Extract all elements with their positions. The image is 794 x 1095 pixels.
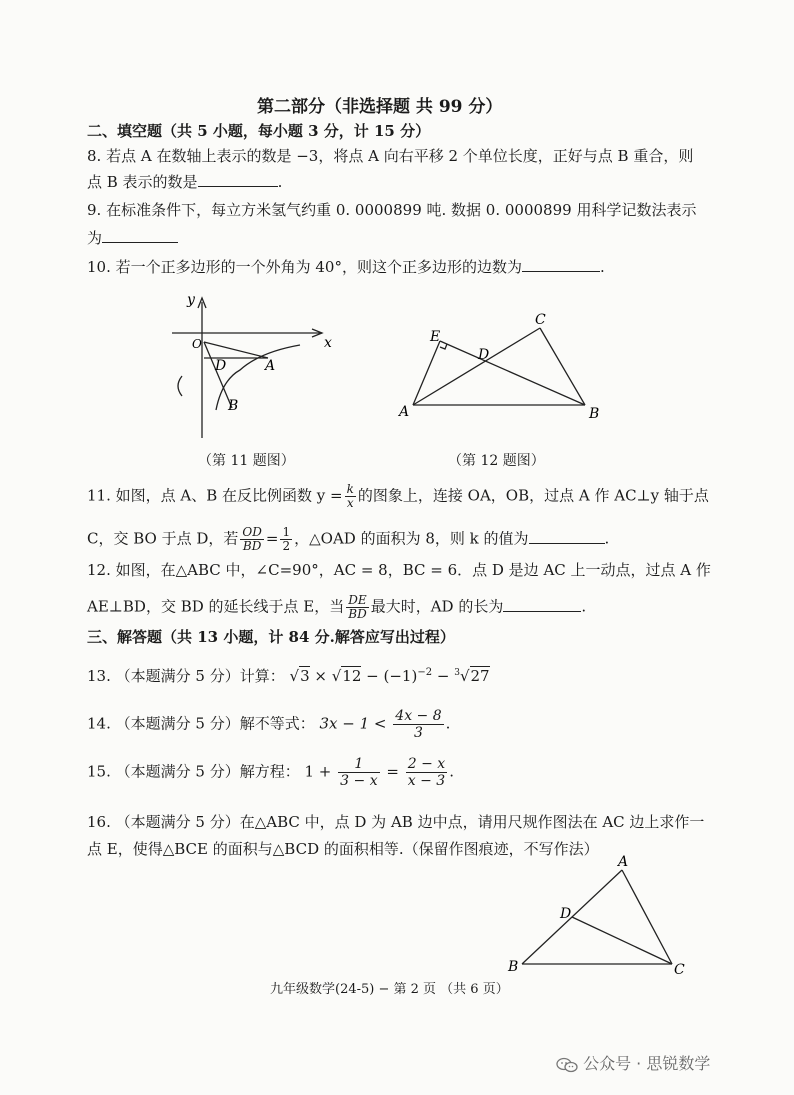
figure-11-caption: （第 11 题图） [198,453,295,469]
page-title: 第二部分（非选择题 共 99 分） [257,97,503,117]
figure-11-diagram [160,290,340,440]
q11-fraction-od-bd [240,526,263,553]
segment-cb [540,328,585,405]
q11-text-a: 11. 如图，点 A、B 在反比例函数 y = [87,486,343,505]
section-heading-solve: 三、解答题（共 13 小题，计 84 分.解答应写出过程） [87,628,455,646]
label-d: D [478,347,490,363]
q9-answer-blank[interactable] [102,228,178,243]
mark-arc [178,376,182,396]
q15-equals: = [386,762,399,781]
label-c: C [535,312,546,328]
figure-16-triangle [500,850,700,980]
frac-numerator: 1 [282,525,291,539]
q16-line1: 16. （本题满分 5 分）在△ABC 中，点 D 为 AB 边中点，请用尺规作图法在 AC 边上求作一 [87,813,705,831]
q14-period: . [445,714,451,733]
q12-answer-blank[interactable] [503,597,581,612]
q15-text: 15. （本题满分 5 分）解方程： [87,762,300,781]
frac-numerator: DE [346,594,368,608]
right-angle-mark [440,344,447,349]
frac-denominator: 3 − x [340,773,378,789]
q11-period: . [604,529,610,548]
frac-numerator: OD [242,525,262,539]
q12-text-a: AE⊥BD，交 BD 的延长线于点 E，当 [87,597,345,616]
radicand-12: 12 [342,667,362,685]
cube-root-index: 3 [454,668,460,678]
label-o: O [192,337,202,351]
label-x: x [324,335,332,351]
label-e: E [430,329,441,345]
radicand-3: 3 [300,667,310,685]
q10-answer-blank[interactable] [522,257,600,272]
segment-dc [572,917,672,964]
frac-denominator: BD [242,539,262,553]
frac-numerator: 2 − x [407,756,446,772]
q12-period: . [581,597,587,616]
q8-answer-blank[interactable] [198,172,278,187]
q9-line1: 9. 在标准条件下，每立方米氢气约重 0. 0000899 吨. 数据 0. 0000899 用科学记数法表示 [87,201,697,219]
q13-expression: $√3 \times √12 - (-1)^{-2} - ^3√27$ [289,667,490,685]
q11-answer-blank[interactable] [529,529,605,544]
section-heading-fill-blank: 二、填空题（共 5 小题，每小题 3 分，计 15 分） [87,122,431,140]
q14-line [87,708,450,741]
label-b: B [508,959,519,975]
q8-line1: 8. 若点 A 在数轴上表示的数是 −3，将点 A 向右平移 2 个单位长度，正好与点 B 重合，则 [87,147,694,165]
q11-line1 [87,483,709,510]
radicand-27: 27 [470,667,490,685]
q14-lhs: 3x − 1 < [319,714,387,733]
frac-denominator: 2 [282,539,291,553]
segment-eb [440,341,585,405]
q14-text: 14. （本题满分 5 分）解不等式： [87,714,315,733]
exponent: −2 [417,667,433,678]
frac-denominator: x − 3 [407,773,446,789]
label-d: D [215,358,227,374]
q15-one-plus: 1 + [304,762,332,781]
q13-text: 13. （本题满分 5 分）计算： [87,667,285,685]
segment-oa [204,342,268,358]
q15-period: . [449,762,454,781]
q11-equals: = [265,529,279,548]
q11-text-d: ，△OAD 的面积为 8，则 k 的值为 [294,529,529,548]
segment-ae [413,341,440,405]
q8-period: . [277,173,283,191]
times-sign: × [314,667,327,685]
watermark-text: 公众号 · 思锐数学 [583,1054,711,1073]
label-b: B [228,398,239,414]
q8-line2 [87,172,282,192]
q10-period: . [599,258,605,276]
frac-numerator: 4x − 8 [395,708,442,724]
label-a: A [399,404,410,420]
page-footer: 九年级数学(24-5) − 第 2 页 （共 6 页） [270,982,509,997]
q12-text-b: 最大时，AD 的长为 [370,597,504,616]
label-b: B [589,406,600,422]
frac-denominator: BD [348,607,367,621]
figure-12-caption: （第 12 题图） [448,453,545,469]
label-c: C [674,962,685,978]
q10-text: 10. 若一个正多边形的一个外角为 40°，则这个正多边形的边数为 [87,258,522,276]
q12-fraction-de-bd [346,594,368,621]
watermark [556,1051,710,1074]
q11-fraction-half [280,526,292,553]
q9-text: 为 [87,229,103,247]
q11-fraction-k-over-x [345,483,356,510]
q11-text-c: C，交 BO 于点 D，若 [87,529,239,548]
q16-line2: 点 E，使得△BCE 的面积与△BCD 的面积相等.（保留作图痕迹，不写作法） [87,840,599,858]
label-y: y [187,292,195,308]
q9-line2 [87,228,178,248]
frac-denominator: x [346,496,354,510]
q13-line [87,663,490,686]
figure-12-diagram [395,308,610,423]
q11-text-b: 的图象上，连接 OA，OB，过点 A 作 AC⊥y 轴于点 [357,486,709,505]
q15-fraction-left [338,756,379,789]
q14-fraction [393,708,443,741]
wechat-icon [556,1057,578,1073]
frac-numerator: k [346,482,354,496]
label-a: A [618,854,629,870]
frac-numerator: 1 [338,756,379,773]
label-d: D [560,906,572,922]
q15-fraction-right [406,756,447,789]
label-a: A [265,358,276,374]
frac-denominator: 3 [413,725,423,741]
q11-line2 [87,526,609,553]
minus-sign: − [436,667,450,685]
side-ac [622,870,672,964]
q15-line [87,756,454,789]
q12-line1: 12. 如图，在△ABC 中，∠C=90°，AC = 8，BC = 6．点 D 是边 AC 上一动点，过点 A 作 [87,561,711,579]
q8-text: 点 B 表示的数是 [87,173,198,191]
q10-line [87,257,605,277]
neg-one-term: − (−1) [366,667,418,685]
q12-line2 [87,594,586,621]
